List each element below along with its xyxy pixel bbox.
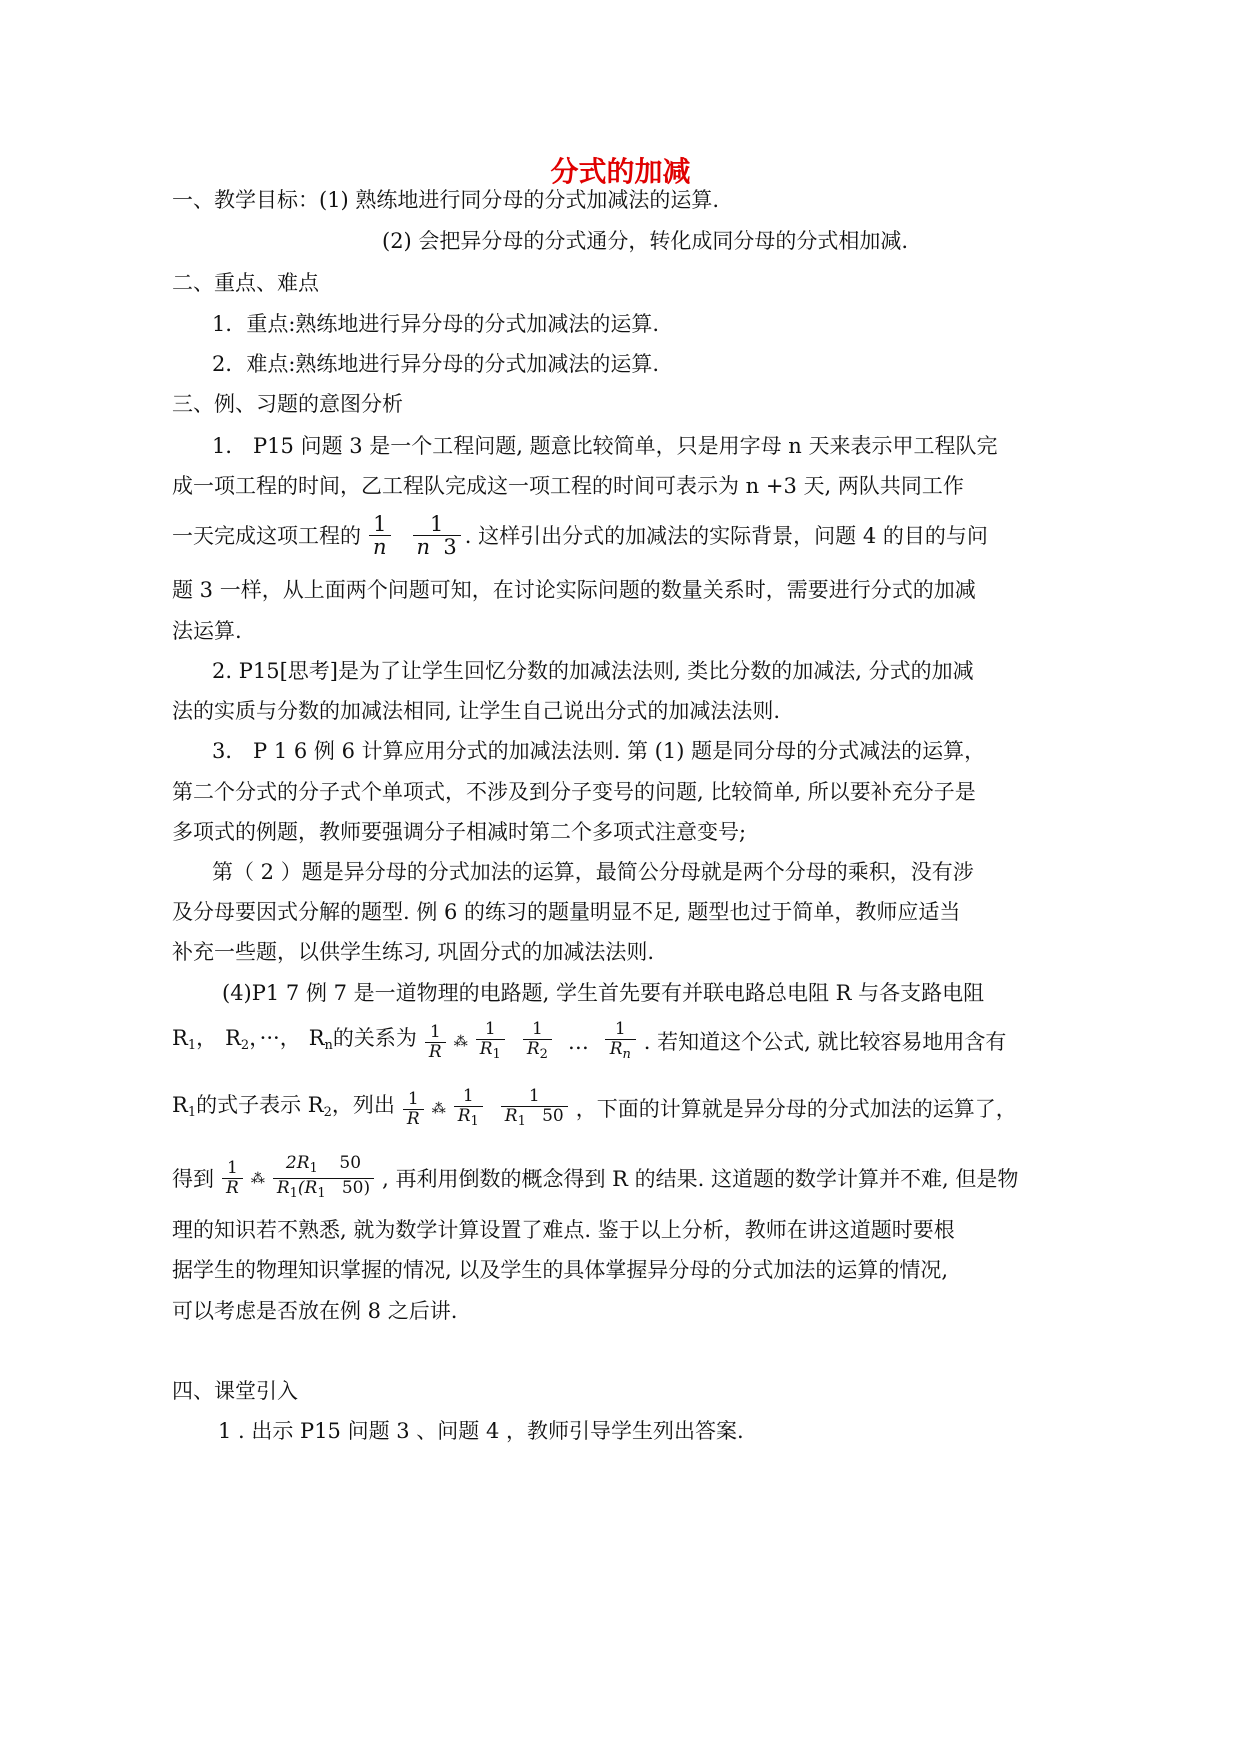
fraction-numerator: 1 [369,513,391,536]
para-3-line-3: 多项式的例题，教师要强调分子相减时第二个多项式注意变号; [172,820,747,844]
fraction-1-over-r1-plus-50: $\frac{1}{R_1 50}$ [501,1087,568,1131]
fraction-1-over-r: $\frac{1}{R}$ [425,1023,446,1062]
para-5-line-2 [172,1020,1010,1064]
fraction-1-over-r1: $\frac{1}{R_1}$ [476,1020,505,1064]
para-2-line-2: 法的实质与分数的加减法相同, 让学生自己说出分式的加减法法则. [172,699,781,723]
resistor-rn: $R_n$的关系为 [308,1026,417,1053]
resistor-r2: $R_2$，···， [225,1026,301,1053]
para-4-line-1: 第（ 2 ）题是异分母的分式加法的运算，最简公分母就是两个分母的乘积，没有涉 [212,860,974,884]
para-5-line-7: 可以考虑是否放在例 8 之后讲. [172,1299,458,1323]
para-4-line-2: 及分母要因式分解的题型. 例 6 的练习的题量明显不足, 题型也过于简单，教师应适当 [172,900,961,924]
goal-line-2: (2) 会把异分母的分式通分，转化成同分母的分式相加减. [382,229,909,253]
para-5-line-5: 理的知识若不熟悉, 就为数学计算设置了难点. 鉴于以上分析，教师在讲这道题时要根 [172,1218,955,1242]
fraction-one-over-n [369,513,391,558]
para-1-line-2: 成一项工程的时间，乙工程队完成这一项工程的时间可表示为 n +3 天, 两队共同工作 [172,474,964,498]
equals-sign: ⁂ [453,1034,468,1050]
para-5-line-4-end: , 再利用倒数的概念得到 R 的结果. 这道题的数学计算并不难, 但是物 [382,1166,1019,1191]
fraction-1-over-r2: $\frac{1}{R_2}$ [523,1020,552,1064]
para-3-line-2: 第二个分式的分子式个单项式，不涉及到分子变号的问题, 比较简单, 所以要补充分子是 [172,780,976,804]
para-5-line-2-end: . 若知道这个公式, 就比较容易地用含有 [643,1030,1007,1054]
fraction-numerator: 1 [413,513,461,536]
section-3-heading: 三、例、习题的意图分析 [172,392,403,416]
equals-sign: ⁂ [431,1101,446,1117]
para-5-line-1: (4)P1 7 例 7 是一道物理的电路题, 学生首先要有并联电路总电阻 R 与各支路电阻 [222,981,985,1005]
ellipsis: … [567,1030,589,1054]
page-title: 分式的加减 [550,155,691,188]
para-1-line-1: 1． P15 问题 3 是一个工程问题, 题意比较简单，只是用字母 n 天来表示甲工程队完 [212,434,998,458]
para-5-line-3 [172,1087,1021,1131]
fraction-1-over-r: $\frac{1}{R}$ [403,1090,424,1129]
para-1-line-4: 题 3 一样，从上面两个问题可知，在讨论实际问题的数量关系时，需要进行分式的加减 [172,578,976,602]
fraction-denominator: n [373,535,387,559]
fraction-denominator: n 3 [416,535,457,559]
para-1-line-3-start: 一天完成这项工程的 [172,523,361,548]
para-1-line-5: 法运算. [172,619,242,643]
section-4-heading: 四、课堂引入 [172,1379,298,1403]
fraction-1-over-rn: $\frac{1}{R_n}$ [605,1020,636,1064]
para-5-line-3-end: ，下面的计算就是异分母的分式加法的运算了， [575,1097,1017,1121]
fraction-1-over-r1: $\frac{1}{R_1}$ [454,1087,483,1131]
fraction-result: $\frac{2R_1 50}{R_1(R_1 50)}$ [273,1154,374,1203]
para-5-line-4-start: 得到 [172,1166,214,1191]
equals-sign: ⁂ [250,1170,265,1187]
intro-item-1: 1 . 出示 P15 问题 3 、问题 4 ，教师引导学生列出答案. [218,1419,744,1443]
section-2-heading: 二、重点、难点 [172,271,319,295]
para-5-line-4 [172,1154,1022,1203]
resistor-r1: $R_1$， [172,1026,218,1053]
para-1-line-3-end: . 这样引出分式的加减法的实际背景，问题 4 的目的与问 [464,523,988,548]
r1-expression-text: $R_1$的式子表示 $R_2$，列出 [172,1093,395,1120]
para-5-line-6: 据学生的物理知识掌握的情况, 以及学生的具体掌握异分母的分式加法的运算的情况, [172,1258,949,1282]
para-1-line-3 [172,513,992,558]
fraction-1-over-r: $\frac{1}{R}$ [222,1159,243,1198]
para-3-line-1: 3． P 1 6 例 6 计算应用分式的加减法法则. 第 (1) 题是同分母的分式减法的运算， [212,739,986,763]
key-point-item: 1．重点:熟练地进行异分母的分式加减法的运算. [212,312,660,336]
difficulty-item: 2．难点:熟练地进行异分母的分式加减法的运算. [212,352,660,376]
goal-line-1: 一、教学目标：(1) 熟练地进行同分母的分式加减法的运算. [172,188,720,212]
fraction-one-over-n-plus-3 [413,513,461,558]
para-4-line-3: 补充一些题，以供学生练习, 巩固分式的加减法法则. [172,940,655,964]
para-2-line-1: 2. P15[思考]是为了让学生回忆分数的加减法法则, 类比分数的加减法, 分式的加减 [212,659,974,683]
